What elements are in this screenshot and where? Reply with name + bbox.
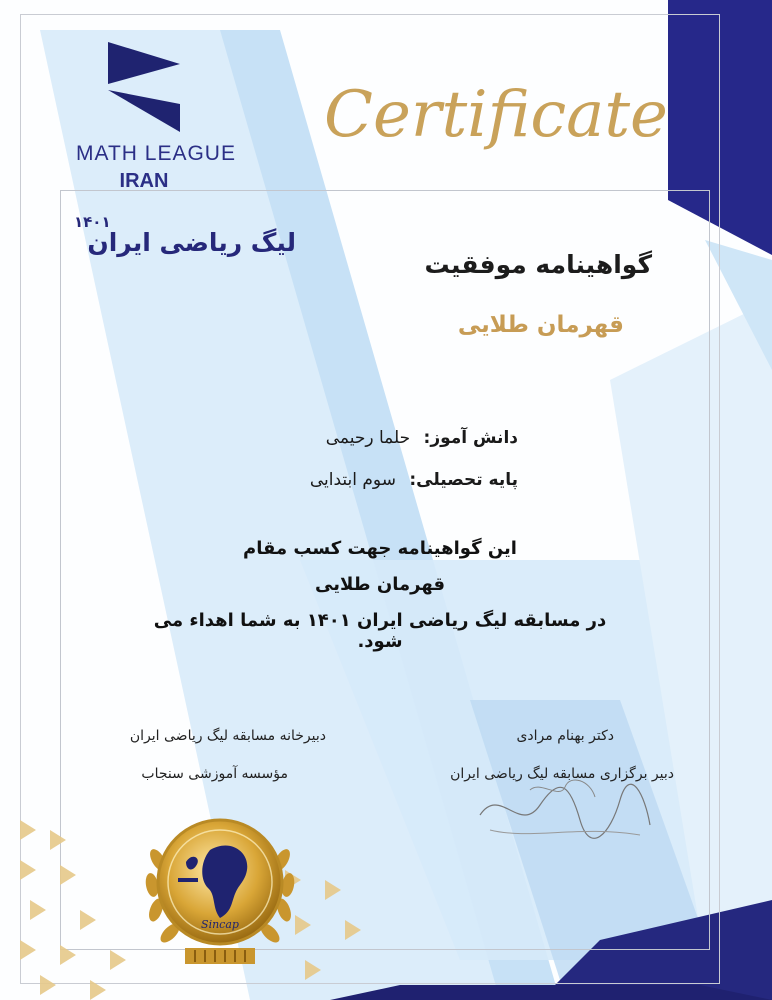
institute-label: مؤسسه آموزشی سنجاب <box>141 766 288 782</box>
student-field <box>278 428 518 448</box>
seal-brand: Sincap <box>201 918 239 931</box>
signatory-name: دکتر بهنام مرادی <box>516 728 614 744</box>
league-year: ۱۴۰۱ <box>74 213 111 231</box>
student-name: حلما رحیمی <box>325 428 411 448</box>
body-line-3: در مسابقه لیگ ریاضی ایران ۱۴۰۱ به شما اهداء می شود. <box>153 610 607 652</box>
grade-value: سوم ابتدایی <box>309 470 396 490</box>
gold-pattern-right <box>285 870 385 990</box>
certificate-title-fa: گواهینامه موفقیت <box>424 250 652 279</box>
logo-country: IRAN <box>119 170 169 192</box>
gold-pattern-left <box>20 820 150 1000</box>
signatory-role: دبیر برگزاری مسابقه لیگ ریاضی ایران <box>450 766 674 782</box>
grade-label: پایه تحصیلی: <box>409 470 518 490</box>
secretariat-label: دبیرخانه مسابقه لیگ ریاضی ایران <box>129 728 326 744</box>
gold-seal <box>140 800 300 970</box>
award-title: قهرمان طلایی <box>457 312 624 338</box>
signature-scribble <box>470 775 660 845</box>
body-line-2: قهرمان طلایی <box>315 574 445 595</box>
logo-name: MATH LEAGUE <box>76 142 236 165</box>
student-label: دانش آموز: <box>423 428 518 448</box>
math-league-logo-icon <box>108 42 184 132</box>
league-title-fa: لیگ ریاضی ایران <box>87 228 296 257</box>
certificate-heading: Certificate <box>324 78 668 152</box>
body-line-1: این گواهینامه جهت کسب مقام <box>243 538 517 559</box>
grade-field <box>278 470 518 490</box>
